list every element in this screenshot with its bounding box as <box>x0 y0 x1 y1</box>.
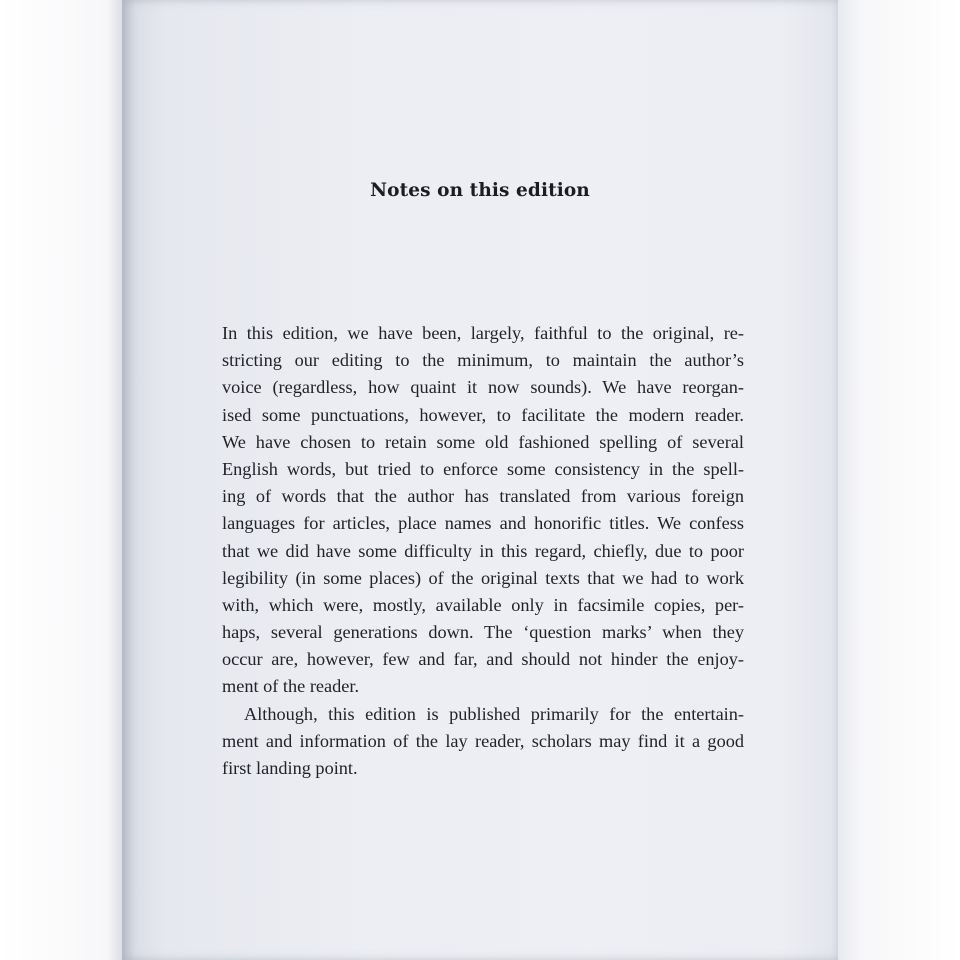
book-page <box>122 0 838 960</box>
text-line: Although, this edition is published primarily for the entertain- <box>244 703 744 724</box>
text-line: haps, several generations down. The ‘question marks’ when they <box>222 622 744 643</box>
text-line: with, which were, mostly, available only in facsimile copies, per- <box>222 594 744 615</box>
text-line: We have chosen to retain some old fashioned spelling of several <box>222 431 744 452</box>
text-line: first landing point. <box>222 758 358 778</box>
paragraph-1 <box>222 320 744 701</box>
text-line: stricting our editing to the minimum, to maintain the author’s <box>222 350 744 371</box>
page-title: Notes on this edition <box>370 180 590 201</box>
text-line: voice (regardless, how quaint it now sounds). We have reorgan- <box>222 377 744 398</box>
body-text <box>222 320 744 782</box>
text-line: English words, but tried to enforce some consistency in the spell- <box>222 458 744 479</box>
text-line: languages for articles, place names and honorific titles. We confess <box>222 513 744 534</box>
background-left <box>0 0 125 960</box>
text-line: that we did have some difficulty in this regard, chiefly, due to poor <box>222 540 744 561</box>
text-line: ment of the reader. <box>222 676 360 697</box>
paragraph-2 <box>222 701 744 783</box>
text-line: In this edition, we have been, largely, faithful to the original, re- <box>222 323 744 343</box>
text-line: legibility (in some places) of the original texts that we had to work <box>222 567 744 588</box>
text-line: ment and information of the lay reader, scholars may find it a good <box>222 730 744 751</box>
text-line: ing of words that the author has translated from various foreign <box>222 486 744 507</box>
background-right <box>835 0 960 960</box>
text-line: occur are, however, few and far, and should not hinder the enjoy- <box>222 649 744 670</box>
text-line: ised some punctuations, however, to facilitate the modern reader. <box>222 404 744 425</box>
